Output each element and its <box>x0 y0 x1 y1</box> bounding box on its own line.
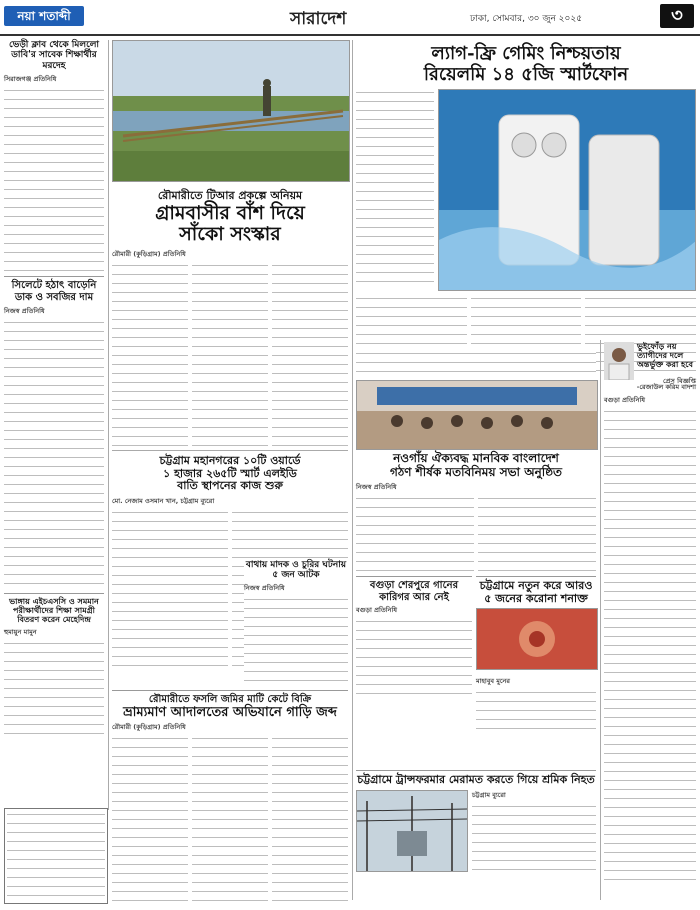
right-subline: -রেজাউল করিম বাদশা <box>636 383 696 391</box>
page-number: ৩ <box>660 4 694 28</box>
corona-photo <box>476 608 598 670</box>
ctg-led-kicker: মো. নেজাম ওসমান খান, চট্টগ্রাম ব্যুরো <box>112 496 215 505</box>
transformer-story <box>356 770 596 873</box>
meeting-photo <box>356 380 598 450</box>
roumari-body <box>112 262 348 452</box>
story3-body <box>4 640 104 740</box>
masthead <box>0 0 700 36</box>
roumari2-line2: ভ্রাম্যমাণ আদালতের অভিযানে গাড়ি জব্দ <box>123 704 337 720</box>
naogaon-kicker: নিজস্ব প্রতিনিধি <box>356 482 397 491</box>
story2-headline: সিলেটে হঠাৎ বাড়েনি ডাক ও সবজির দাম <box>4 276 104 303</box>
realme-body-col1 <box>356 89 434 289</box>
ctg-corona-line1: চট্টগ্রামে নতুন করে আরও <box>479 579 593 592</box>
roumari-headline-line1: রৌমারীতে টিআর প্রকল্পে অনিয়ম <box>157 189 303 202</box>
naogaon-body <box>356 495 596 573</box>
story1-kicker: সিরাজগঞ্জ প্রতিনিধি <box>4 75 57 84</box>
roumari-headline-line2: গ্রামবাসীর বাঁশ দিয়ে <box>155 201 305 224</box>
roumari2-kicker: রৌমারী (কুড়িগ্রাম) প্রতিনিধি <box>112 723 186 732</box>
ctg-corona-kicker: মাহাবুব মুনের <box>476 677 510 686</box>
roumari2-body <box>112 735 348 905</box>
roumari-kicker: রৌমারী (কুড়িগ্রাম) প্রতিনিধি <box>112 250 186 259</box>
newspaper-logo: নয়া শতাব্দী <box>4 6 84 26</box>
ctg-led-line2: ১ হাজার ২৬৫টি স্মার্ট এলইডি <box>163 466 297 480</box>
left-column <box>4 40 104 740</box>
ctg-corona-body <box>476 689 596 729</box>
story2-kicker: নিজস্ব প্রতিনিধি <box>4 307 45 316</box>
right-headline: ভুইফোঁড় নয় ত্যাগীদের দলে অন্তর্ভুক্ত করা হবে <box>637 341 693 370</box>
right-column <box>604 342 696 888</box>
realme-headline-line2: রিয়েলমি ১৪ ৫জি স্মার্টফোন <box>423 63 629 85</box>
naogaon-line1: নওগাঁয় ঐক্যবদ্ধ মানবিক বাংলাদেশ <box>393 451 559 465</box>
transformer-photo <box>356 790 468 872</box>
drug-body <box>244 596 348 686</box>
realme-phone-photo <box>438 89 696 291</box>
section-title: সারাদেশ <box>290 9 347 29</box>
roumari2-story <box>112 690 348 905</box>
ctg-led-line1: চট্টগ্রাম মহানগরের ১০টি ওয়ার্ডে <box>159 454 301 467</box>
bogura-headline: বগুড়া শেরপুরে গানের কারিগর আর নেই <box>369 580 459 603</box>
ctg-led-line3: বাতি স্থাপনের কাজ শুরু <box>177 479 283 493</box>
story2-body <box>4 319 104 589</box>
drug-story <box>244 560 348 686</box>
notice-box <box>4 808 108 904</box>
transformer-headline: চট্টগ্রামে ট্রান্সফরমার মেরামত করতে গিয়ে শ্রমিক নিহত <box>357 773 595 786</box>
naogaon-story <box>356 452 596 573</box>
bogura-kicker: বগুড়া প্রতিনিধি <box>356 606 398 614</box>
story3-headline: ভাঙ্গায় এইচএসসি ও সমমান পরীক্ষার্থীদের শিক্ষা সামগ্রী বিতরণ করেন মেহেদিন্দ্র <box>4 593 104 625</box>
roumari-headline-line3: সাঁকো সংস্কার <box>179 223 281 246</box>
issue-date: ঢাকা, সোমবার, ৩০ জুন ২০২৫ <box>470 14 583 24</box>
transformer-kicker: চট্টগ্রাম ব্যুরো <box>472 790 506 799</box>
realme-headline-line1: ল্যাগ-ফ্রি গেমিং নিশ্চয়তায় <box>431 43 621 64</box>
drug-headline: বাথায় মাদক ও চুরির ঘটনায় ৫ জন আটক <box>245 560 347 581</box>
story3-kicker: হুমায়ুন মামুন <box>4 627 37 636</box>
realme-caption: প্রেস বিজ্ঞপ্তি <box>663 377 696 386</box>
bogura-body <box>356 618 472 698</box>
right-body <box>604 408 696 888</box>
column-divider <box>108 40 109 810</box>
roumari2-line1: রৌমারীতে ফসলি জমির মাটি কেটে বিক্রি <box>148 694 312 705</box>
politician-photo <box>604 342 634 380</box>
roumari-story <box>112 40 348 452</box>
story1-headline: ভেড়ী ক্লাব থেকে মিললো ডাবি'র সাবেক শিক্ষার্থীর মরদেহ <box>8 40 100 71</box>
right-kicker: বগুড়া প্রতিনিধি <box>604 396 646 404</box>
naogaon-line2: গঠণ শীর্ষক মতবিনিময় সভা অনুষ্ঠিত <box>389 464 563 479</box>
drug-kicker: নিজস্ব প্রতিনিধি <box>244 583 285 592</box>
ctg-corona-line2: ৫ জনের করোনা শনাক্ত <box>484 591 588 605</box>
realme-story <box>356 44 696 387</box>
transformer-body <box>472 803 596 873</box>
meeting-photo-block <box>356 350 596 454</box>
bamboo-bridge-photo <box>112 40 350 182</box>
story1-body <box>4 87 104 272</box>
bogura-story <box>356 576 472 698</box>
ctg-corona-story <box>476 576 596 729</box>
